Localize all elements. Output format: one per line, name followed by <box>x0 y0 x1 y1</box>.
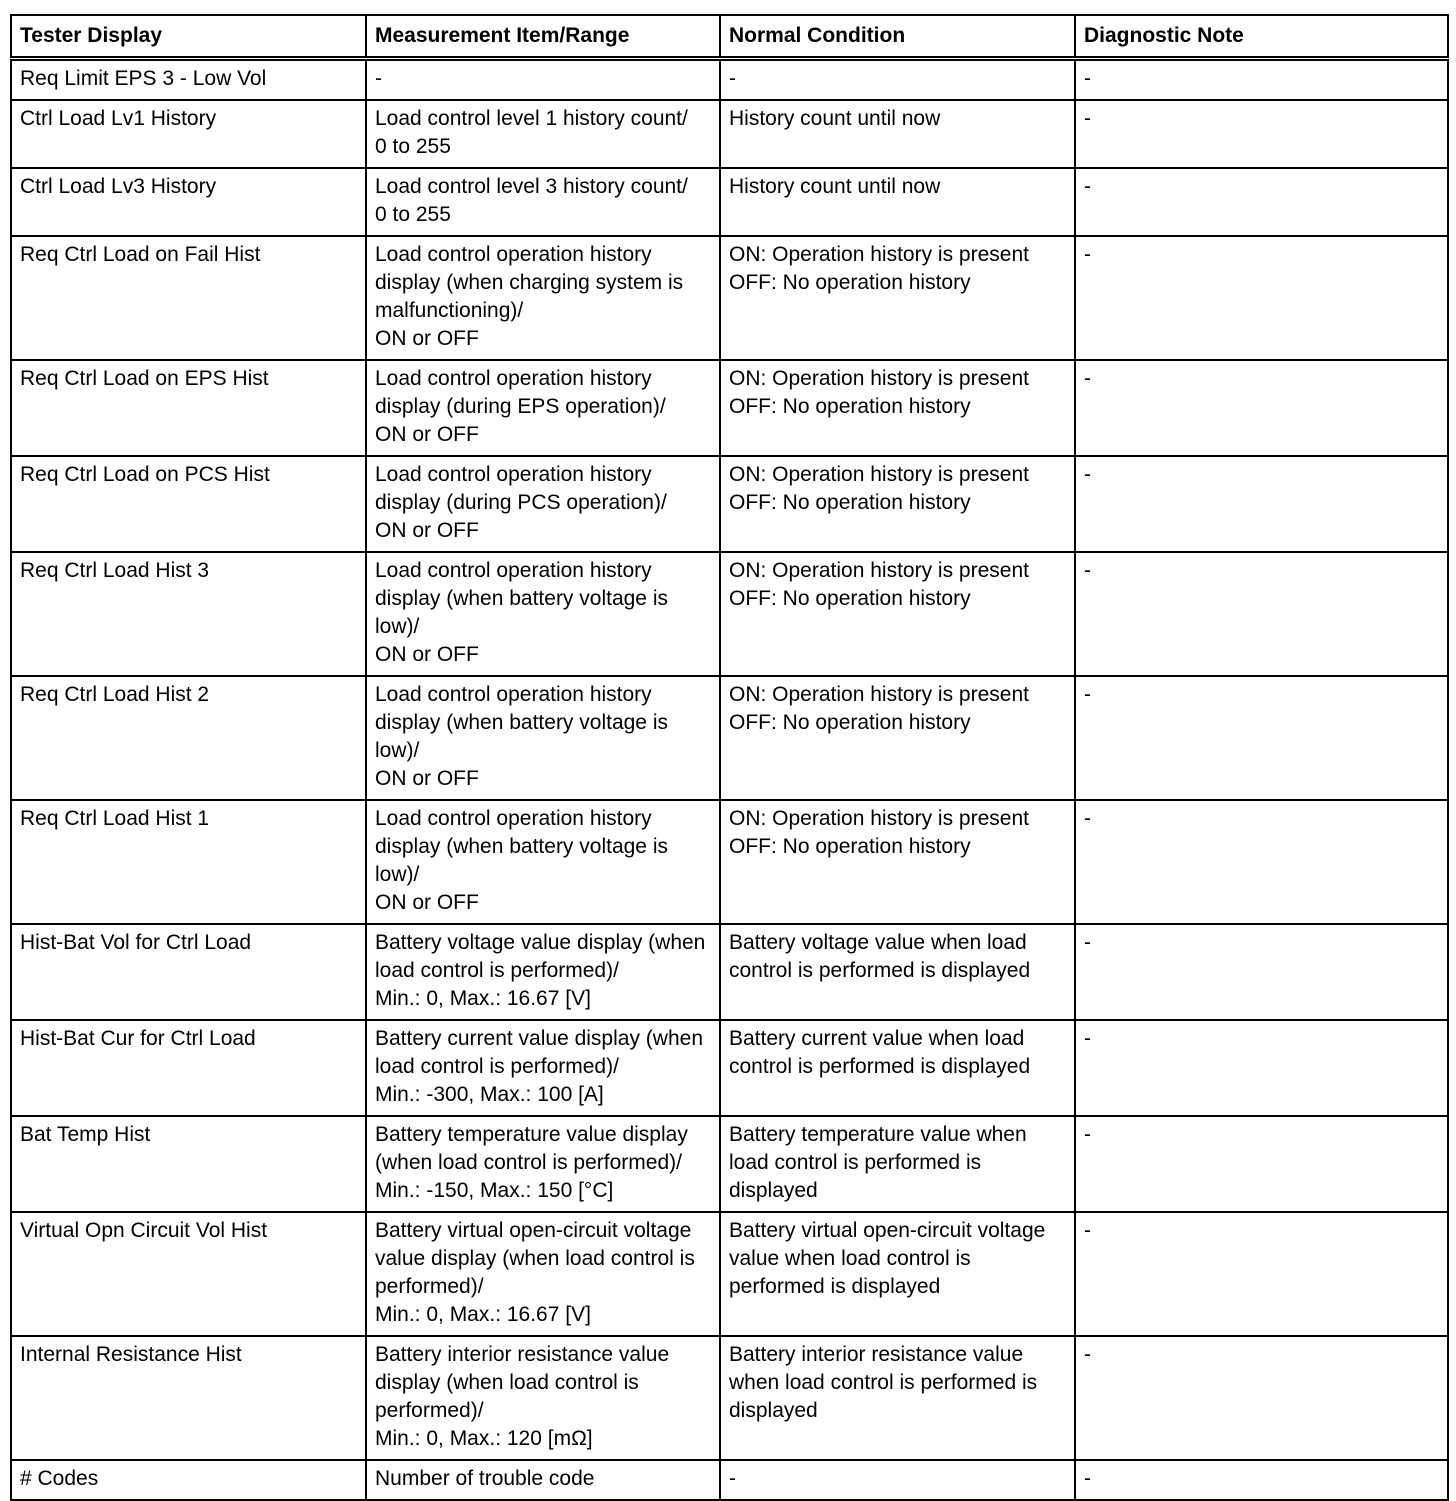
cell-measurement-item: Load control operation history display (when battery voltage is low)/ ON or OFF <box>366 552 720 676</box>
cell-diagnostic-note: - <box>1075 168 1448 236</box>
cell-normal-condition: ON: Operation history is present OFF: No operation history <box>720 236 1075 360</box>
cell-normal-condition: ON: Operation history is present OFF: No operation history <box>720 800 1075 924</box>
table-row <box>11 168 1448 236</box>
cell-normal-condition: Battery voltage value when load control is performed is displayed <box>720 924 1075 1020</box>
cell-normal-condition: ON: Operation history is present OFF: No operation history <box>720 676 1075 800</box>
cell-tester-display: Req Ctrl Load Hist 1 <box>11 800 366 924</box>
cell-normal-condition: ON: Operation history is present OFF: No operation history <box>720 456 1075 552</box>
table-header-row <box>11 15 1448 59</box>
header-normal-condition: Normal Condition <box>720 15 1075 59</box>
cell-tester-display: Internal Resistance Hist <box>11 1336 366 1460</box>
cell-measurement-item: Battery interior resistance value display (when load control is performed)/ Min.: 0, Max.: 120 [mΩ] <box>366 1336 720 1460</box>
cell-diagnostic-note: - <box>1075 1460 1448 1500</box>
cell-tester-display: Ctrl Load Lv3 History <box>11 168 366 236</box>
cell-tester-display: Hist-Bat Cur for Ctrl Load <box>11 1020 366 1116</box>
cell-measurement-item: Load control operation history display (when battery voltage is low)/ ON or OFF <box>366 800 720 924</box>
cell-tester-display: Req Ctrl Load on EPS Hist <box>11 360 366 456</box>
cell-diagnostic-note: - <box>1075 236 1448 360</box>
header-measurement-item-range: Measurement Item/Range <box>366 15 720 59</box>
cell-diagnostic-note: - <box>1075 1336 1448 1460</box>
table-row <box>11 924 1448 1020</box>
cell-measurement-item: Battery current value display (when load control is performed)/ Min.: -300, Max.: 100 [A] <box>366 1020 720 1116</box>
cell-normal-condition: ON: Operation history is present OFF: No operation history <box>720 552 1075 676</box>
cell-measurement-item: Load control operation history display (when battery voltage is low)/ ON or OFF <box>366 676 720 800</box>
cell-normal-condition: - <box>720 1460 1075 1500</box>
cell-tester-display: Req Limit EPS 3 - Low Vol <box>11 59 366 101</box>
table-row <box>11 100 1448 168</box>
cell-tester-display: Hist-Bat Vol for Ctrl Load <box>11 924 366 1020</box>
cell-measurement-item: Load control level 3 history count/ 0 to 255 <box>366 168 720 236</box>
cell-tester-display: Req Ctrl Load Hist 3 <box>11 552 366 676</box>
table-row <box>11 552 1448 676</box>
cell-normal-condition: Battery temperature value when load control is performed is displayed <box>720 1116 1075 1212</box>
cell-diagnostic-note: - <box>1075 1212 1448 1336</box>
table-row <box>11 800 1448 924</box>
table-row <box>11 1116 1448 1212</box>
table-row <box>11 59 1448 101</box>
cell-normal-condition: History count until now <box>720 100 1075 168</box>
cell-measurement-item: Battery voltage value display (when load control is performed)/ Min.: 0, Max.: 16.67 [V] <box>366 924 720 1020</box>
cell-tester-display: Bat Temp Hist <box>11 1116 366 1212</box>
cell-measurement-item: Number of trouble code <box>366 1460 720 1500</box>
cell-tester-display: Ctrl Load Lv1 History <box>11 100 366 168</box>
table-row <box>11 360 1448 456</box>
cell-normal-condition: ON: Operation history is present OFF: No operation history <box>720 360 1075 456</box>
cell-normal-condition: Battery current value when load control is performed is displayed <box>720 1020 1075 1116</box>
cell-tester-display: # Codes <box>11 1460 366 1500</box>
cell-diagnostic-note: - <box>1075 552 1448 676</box>
cell-tester-display: Req Ctrl Load on PCS Hist <box>11 456 366 552</box>
cell-measurement-item: Battery virtual open-circuit voltage value display (when load control is performed)/ Min.: 0, Max.: 16.67 [V] <box>366 1212 720 1336</box>
cell-diagnostic-note: - <box>1075 100 1448 168</box>
cell-measurement-item: Load control level 1 history count/ 0 to 255 <box>366 100 720 168</box>
cell-measurement-item: Battery temperature value display (when load control is performed)/ Min.: -150, Max.: 150 [°C] <box>366 1116 720 1212</box>
cell-normal-condition: Battery virtual open-circuit voltage value when load control is performed is displayed <box>720 1212 1075 1336</box>
tester-display-table <box>10 14 1449 1501</box>
cell-diagnostic-note: - <box>1075 800 1448 924</box>
cell-tester-display: Req Ctrl Load Hist 2 <box>11 676 366 800</box>
cell-measurement-item: Load control operation history display (when charging system is malfunctioning)/ ON or OFF <box>366 236 720 360</box>
cell-normal-condition: History count until now <box>720 168 1075 236</box>
cell-measurement-item: - <box>366 59 720 101</box>
cell-diagnostic-note: - <box>1075 59 1448 101</box>
cell-diagnostic-note: - <box>1075 1116 1448 1212</box>
cell-tester-display: Req Ctrl Load on Fail Hist <box>11 236 366 360</box>
cell-measurement-item: Load control operation history display (during PCS operation)/ ON or OFF <box>366 456 720 552</box>
cell-normal-condition: - <box>720 59 1075 101</box>
cell-diagnostic-note: - <box>1075 360 1448 456</box>
cell-diagnostic-note: - <box>1075 676 1448 800</box>
cell-normal-condition: Battery interior resistance value when load control is performed is displayed <box>720 1336 1075 1460</box>
cell-diagnostic-note: - <box>1075 456 1448 552</box>
table-row <box>11 676 1448 800</box>
cell-diagnostic-note: - <box>1075 924 1448 1020</box>
table-row <box>11 1212 1448 1336</box>
table-row <box>11 1460 1448 1500</box>
table-row <box>11 1020 1448 1116</box>
table-row <box>11 456 1448 552</box>
cell-diagnostic-note: - <box>1075 1020 1448 1116</box>
cell-measurement-item: Load control operation history display (during EPS operation)/ ON or OFF <box>366 360 720 456</box>
header-tester-display: Tester Display <box>11 15 366 59</box>
header-diagnostic-note: Diagnostic Note <box>1075 15 1448 59</box>
table-row <box>11 1336 1448 1460</box>
cell-tester-display: Virtual Opn Circuit Vol Hist <box>11 1212 366 1336</box>
table-row <box>11 236 1448 360</box>
